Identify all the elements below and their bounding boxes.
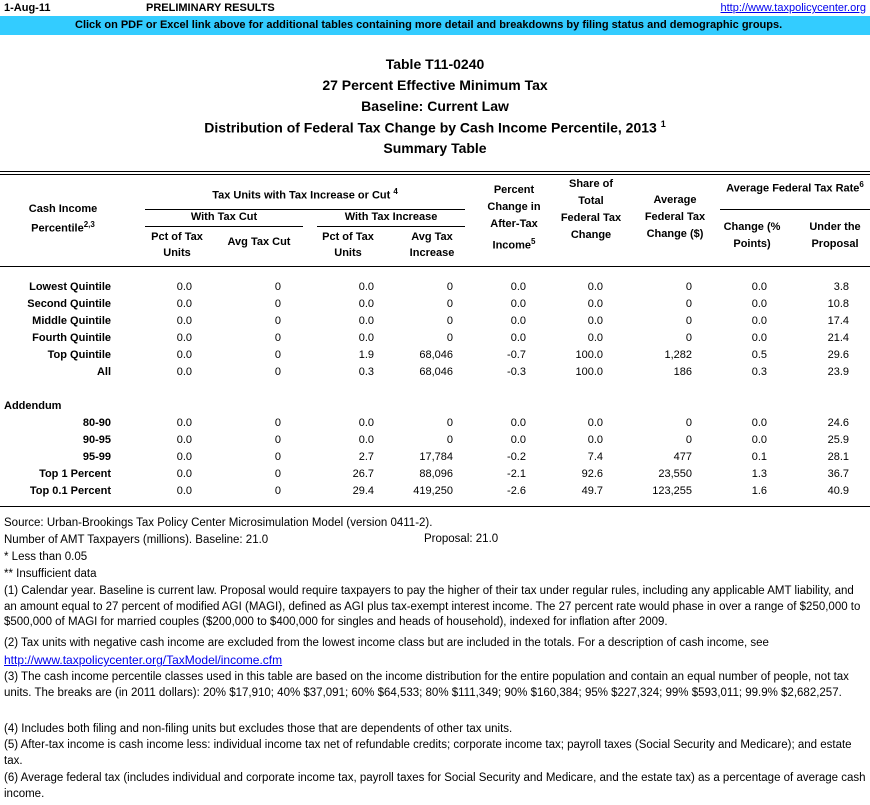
table-cell: 0.0: [751, 434, 767, 446]
table-cell: 0: [685, 298, 692, 310]
table-cell: 0: [274, 417, 281, 429]
table-cell: 23,550: [658, 468, 692, 480]
table-cell: 0.0: [751, 417, 767, 429]
insufficient-data-note: ** Insufficient data: [4, 568, 97, 580]
table-cell: 29.4: [352, 485, 374, 497]
table-cell: 0.0: [587, 434, 603, 446]
table-cell: -0.3: [507, 366, 526, 378]
preliminary-status: PRELIMINARY RESULTS: [146, 2, 275, 14]
table-cell: 3.8: [833, 281, 849, 293]
footnote-1: (1) Calendar year. Baseline is current law. Proposal would require taxpayers to pay the higher of their tax under regular rules, including any applicable AMT liability, and an amount equal to 27 percent of modified AGI (MAGI), defined as AGI plus tax-exempt interest income. The 27 percent rate would phase in over a range of $250,000 to $500,000 of MAGI for married couples ($200,000 to $400,000 for singles and heads of household), indexed for inflation after 2009.: [4, 585, 861, 629]
table-top-rule: [0, 171, 870, 172]
table-cell: 0.0: [510, 298, 526, 310]
table-cell: 10.8: [827, 298, 849, 310]
table-cell: 0: [446, 332, 453, 344]
income-definition-link[interactable]: http://www.taxpolicycenter.org/TaxModel/income.cfm: [4, 653, 283, 667]
row-label: Top 0.1 Percent: [29, 485, 111, 497]
table-cell: 123,255: [652, 485, 692, 497]
table-cell: 7.4: [587, 451, 603, 463]
table-cell: 0.0: [176, 349, 192, 361]
banner-text: Click on PDF or Excel link above for additional tables containing more detail and breakdowns by filing status and demographic groups.: [75, 19, 783, 31]
table-cell: -0.7: [507, 349, 526, 361]
table-cell: 0.0: [587, 281, 603, 293]
table-cell: 0.0: [176, 366, 192, 378]
row-label: All: [96, 366, 111, 378]
footnote-5: (5) After-tax income is cash income less: individual income tax net of refundable credits; corporate income tax; payroll taxes (Social Security and Medicare); and estate tax.: [4, 739, 852, 767]
table-cell: 1.3: [751, 468, 767, 480]
header-tax-units-group: Tax Units with Tax Increase or Cut $^4$: [212, 187, 398, 202]
row-label: Second Quintile: [27, 298, 111, 310]
table-cell: 17.4: [827, 315, 849, 327]
header-pct-change-after-tax: Percent Change in After-Tax Income$^5$: [487, 184, 541, 252]
table-cell: 26.7: [352, 468, 374, 480]
table-cell: 0: [274, 468, 281, 480]
table-cell: 0.0: [358, 332, 374, 344]
table-bottom-rule: [0, 506, 870, 507]
table-cell: 36.7: [827, 468, 849, 480]
header-cash-income-percentile: Cash Income Percentile$^{2,3}$: [28, 203, 98, 235]
table-cell: 0: [446, 315, 453, 327]
table-cell: 0.0: [510, 332, 526, 344]
header-with-tax-increase: With Tax Increase: [344, 211, 438, 223]
header-share-total-change: Share of Total Federal Tax Change: [560, 178, 622, 241]
table-cell: 88,096: [419, 468, 453, 480]
pdf-excel-banner: [0, 16, 870, 35]
footnote-6: (6) Average federal tax (includes individual and corporate income tax, payroll taxes for Social Security and Medicare, and the estate tax) as a percentage of average cash income.: [4, 772, 866, 800]
table-cell: 477: [673, 451, 692, 463]
tpc-home-link[interactable]: http://www.taxpolicycenter.org: [720, 2, 866, 14]
table-cell: 0: [274, 434, 281, 446]
table-cell: 0.0: [510, 281, 526, 293]
header-pct-tax-units-increase: Pct of Tax Units: [322, 231, 374, 259]
table-cell: 0.0: [510, 315, 526, 327]
table-cell: 0.0: [176, 468, 192, 480]
table-cell: 0: [274, 349, 281, 361]
table-cell: 0.3: [751, 366, 767, 378]
table-cell: 0.0: [176, 332, 192, 344]
header-avg-federal-tax-rate: Average Federal Tax Rate$^6$: [726, 180, 864, 195]
table-cell: 0.0: [358, 298, 374, 310]
table-cell: 0.0: [176, 417, 192, 429]
table-cell: 100.0: [575, 366, 603, 378]
table-cell: 0: [446, 298, 453, 310]
table-cell: 0.5: [751, 349, 767, 361]
table-cell: 1.9: [358, 349, 374, 361]
table-cell: 0.0: [510, 434, 526, 446]
table-cell: 0.0: [358, 417, 374, 429]
table-cell: 0.0: [176, 298, 192, 310]
table-cell: 1.6: [751, 485, 767, 497]
table-cell: 0.0: [176, 451, 192, 463]
row-label: 80-90: [82, 417, 111, 429]
addendum-label: Addendum: [4, 400, 62, 412]
table-cell: 0.0: [358, 281, 374, 293]
table-cell: 0.0: [510, 417, 526, 429]
table-cell: 0: [685, 281, 692, 293]
table-name: 27 Percent Effective Minimum Tax: [322, 77, 548, 93]
amt-taxpayers-note: Number of AMT Taxpayers (millions). Baseline: 21.0: [4, 534, 269, 546]
row-label: Top 1 Percent: [39, 468, 111, 480]
table-cell: 92.6: [581, 468, 603, 480]
table-cell: 17,784: [419, 451, 453, 463]
table-cell: 100.0: [575, 349, 603, 361]
table-cell: 0: [274, 315, 281, 327]
table-cell: 0.0: [176, 315, 192, 327]
table-cell: 0.0: [587, 332, 603, 344]
table-cell: 0: [685, 434, 692, 446]
table-cell: 0.3: [358, 366, 374, 378]
tax-units-group-rule: [145, 209, 465, 210]
table-cell: 24.6: [827, 417, 849, 429]
footnote-3: (3) The cash income percentile classes used in this table are based on the income distribution for the entire population and contain an equal number of people, not tax units. The breaks are (in 2011 dollars): 20% $17,910; 40% $37,091; 60% $64,533; 80% $111,349; 90% $160,384; 95% $227,324; 99% $593,011; 99.9% $2,682,257.: [4, 671, 849, 699]
baseline-title: Baseline: Current Law: [361, 98, 509, 114]
table-cell: 0.0: [176, 434, 192, 446]
footnote-2: (2) Tax units with negative cash income are excluded from the lowest income class but are included in the totals. For a description of cash income, see: [4, 637, 769, 649]
table-id: Table T11-0240: [385, 56, 485, 72]
table-cell: 40.9: [827, 485, 849, 497]
table-cell: 2.7: [358, 451, 374, 463]
table-cell: 21.4: [827, 332, 849, 344]
row-label: Lowest Quintile: [29, 281, 111, 293]
table-cell: 49.7: [581, 485, 603, 497]
table-cell: 0.0: [176, 485, 192, 497]
report-date: 1-Aug-11: [4, 2, 51, 14]
table-cell: 0.0: [751, 298, 767, 310]
with-cut-rule: [145, 226, 303, 227]
table-cell: 0: [685, 417, 692, 429]
table-cell: 419,250: [413, 485, 453, 497]
table-cell: 0: [685, 332, 692, 344]
table-cell: 0: [446, 434, 453, 446]
table-cell: 0: [274, 451, 281, 463]
table-cell: 0.0: [587, 298, 603, 310]
table-cell: -2.6: [507, 485, 526, 497]
row-label: 95-99: [82, 451, 111, 463]
table-cell: 0: [446, 417, 453, 429]
table-cell: 0.0: [358, 315, 374, 327]
row-label: Fourth Quintile: [32, 332, 111, 344]
header-change-pct-points: Change (% Points): [723, 221, 781, 250]
amt-proposal-note: Proposal: 21.0: [424, 533, 499, 545]
header-avg-tax-increase: Avg Tax Increase: [409, 231, 455, 259]
table-cell: 0: [446, 281, 453, 293]
row-label: 90-95: [82, 434, 111, 446]
table-cell: 0.0: [358, 434, 374, 446]
table-cell: 0.0: [751, 281, 767, 293]
row-label: Top Quintile: [47, 349, 111, 361]
header-bottom-rule: [0, 266, 870, 267]
header-pct-tax-units-cut: Pct of Tax Units: [151, 231, 203, 259]
table-cell: 28.1: [827, 451, 849, 463]
source-note: Source: Urban-Brookings Tax Policy Center Microsimulation Model (version 0411-2).: [4, 517, 433, 529]
table-cell: 1,282: [664, 349, 692, 361]
table-cell: 0.0: [751, 315, 767, 327]
table-cell: 0: [274, 485, 281, 497]
avg-rate-group-rule: [720, 209, 870, 210]
table-cell: 0.0: [587, 417, 603, 429]
table-cell: -0.2: [507, 451, 526, 463]
header-with-tax-cut: With Tax Cut: [190, 211, 258, 223]
table-cell: 0: [274, 366, 281, 378]
table-cell: 186: [673, 366, 692, 378]
with-increase-rule: [317, 226, 465, 227]
table-cell: 0.0: [176, 281, 192, 293]
table-cell: -2.1: [507, 468, 526, 480]
table-cell: 68,046: [419, 349, 453, 361]
table-cell: 0.1: [751, 451, 767, 463]
table-cell: 23.9: [827, 366, 849, 378]
summary-title: Summary Table: [383, 140, 487, 156]
table-cell: 0: [274, 281, 281, 293]
table-cell: 68,046: [419, 366, 453, 378]
header-avg-federal-tax-change: Average Federal Tax Change ($): [644, 194, 706, 240]
row-label: Middle Quintile: [32, 315, 111, 327]
footnote-4: (4) Includes both filing and non-filing units but excludes those that are dependents of other tax units.: [4, 723, 513, 735]
table-cell: 25.9: [827, 434, 849, 446]
table-cell: 0: [685, 315, 692, 327]
table-cell: 0: [274, 298, 281, 310]
table-cell: 29.6: [827, 349, 849, 361]
table-top-rule-2: [0, 174, 870, 175]
distribution-title: Distribution of Federal Tax Change by Cash Income Percentile, 2013 $^1$: [204, 119, 666, 136]
table-cell: 0: [274, 332, 281, 344]
header-under-proposal: Under the Proposal: [809, 221, 861, 250]
header-avg-tax-cut: Avg Tax Cut: [227, 236, 291, 248]
table-cell: 0.0: [751, 332, 767, 344]
table-cell: 0.0: [587, 315, 603, 327]
less-than-note: * Less than 0.05: [4, 551, 88, 563]
